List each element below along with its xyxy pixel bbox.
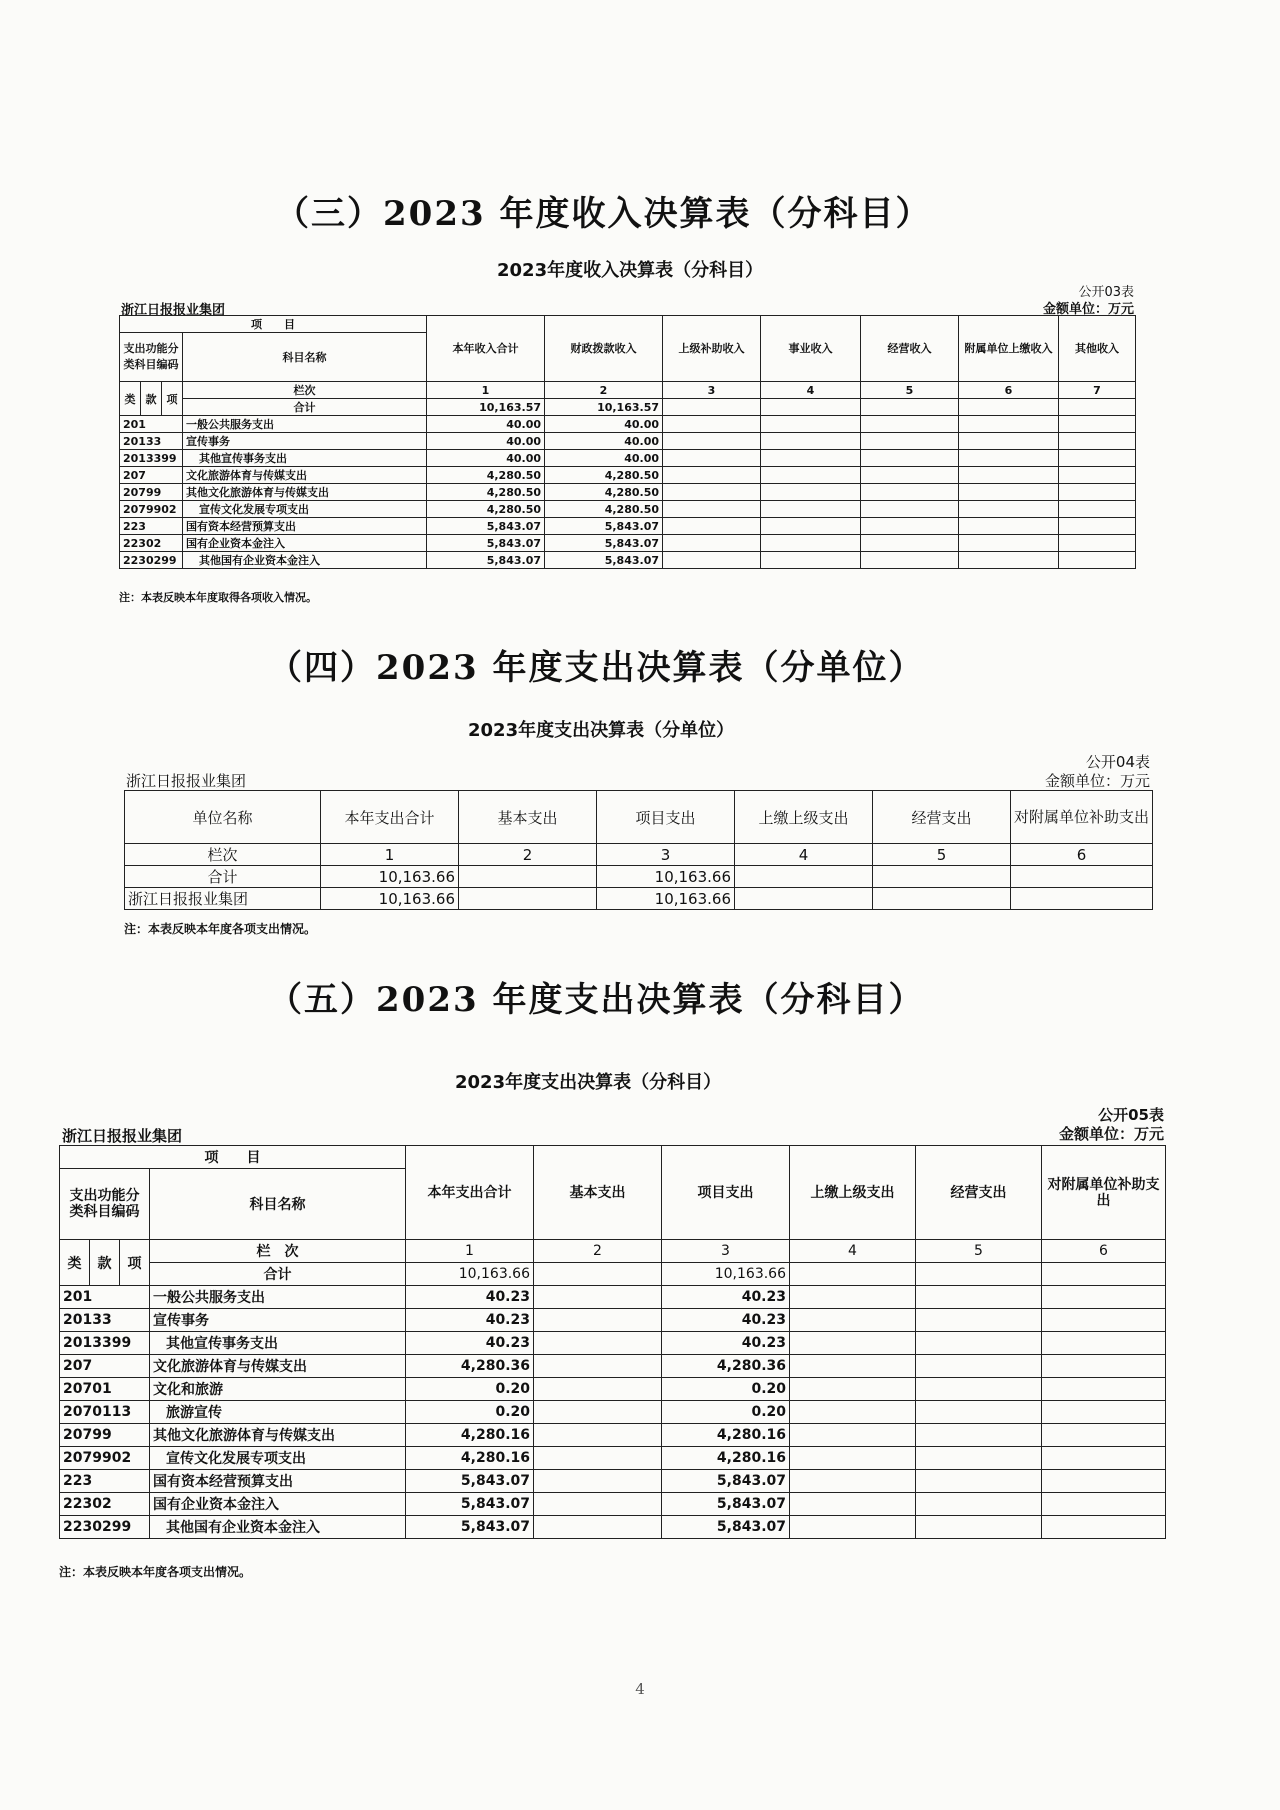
table-row — [120, 484, 1136, 501]
header-lei: 类 — [60, 1240, 90, 1286]
subject-name: 宣传文化发展专项支出 — [150, 1447, 406, 1470]
table-row — [120, 450, 1136, 467]
col-num: 2 — [459, 844, 597, 866]
value-cell: 40.00 — [427, 433, 545, 450]
header-kuan: 款 — [90, 1240, 120, 1286]
section5-heading: （五）2023 年度支出决算表（分科目） — [268, 980, 925, 1020]
value-cell: 4,280.36 — [406, 1355, 534, 1378]
header-col-5: 经营支出 — [916, 1146, 1042, 1240]
subject-name: 宣传事务 — [150, 1309, 406, 1332]
total-label: 合计 — [150, 1263, 406, 1286]
value-cell — [761, 552, 861, 569]
subject-code: 2013399 — [60, 1332, 150, 1355]
table-row — [120, 416, 1136, 433]
value-cell — [916, 1378, 1042, 1401]
header-unit-name: 单位名称 — [125, 791, 321, 844]
total-label: 合计 — [125, 866, 321, 888]
subject-code: 2070113 — [60, 1401, 150, 1424]
table-row — [120, 467, 1136, 484]
section5-note: 注：本表反映本年度各项支出情况。 — [59, 1565, 252, 1579]
col-num: 2 — [545, 382, 663, 399]
unit-row-cell — [873, 888, 1011, 910]
value-cell: 4,280.50 — [545, 484, 663, 501]
value-cell: 40.00 — [545, 433, 663, 450]
value-cell — [534, 1355, 662, 1378]
value-cell — [534, 1447, 662, 1470]
value-cell: 40.00 — [427, 450, 545, 467]
header-code-group: 支出功能分类科目编码 — [60, 1169, 150, 1240]
col-num: 6 — [1011, 844, 1153, 866]
col-num: 3 — [597, 844, 735, 866]
value-cell — [916, 1355, 1042, 1378]
header-xiang: 项 — [162, 382, 183, 416]
total-cell — [861, 399, 959, 416]
header-project: 项 目 — [120, 316, 427, 333]
value-cell — [916, 1424, 1042, 1447]
subject-name: 旅游宣传 — [150, 1401, 406, 1424]
total-cell — [459, 866, 597, 888]
subject-name: 其他国有企业资本金注入 — [150, 1516, 406, 1539]
header-col-3: 项目支出 — [662, 1146, 790, 1240]
header-col-3: 项目支出 — [597, 791, 735, 844]
section4-org: 浙江日报报业集团 — [126, 772, 247, 790]
total-cell: 10,163.66 — [406, 1263, 534, 1286]
col-num: 5 — [916, 1240, 1042, 1263]
value-cell — [534, 1286, 662, 1309]
total-cell — [959, 399, 1059, 416]
section3-heading: （三）2023 年度收入决算表（分科目） — [275, 194, 932, 234]
subject-name: 文化旅游体育与传媒支出 — [183, 467, 427, 484]
expenditure-by-unit-table — [124, 790, 1153, 910]
value-cell — [790, 1424, 916, 1447]
form-code: 公开03表 — [1078, 285, 1134, 300]
value-cell — [790, 1286, 916, 1309]
value-cell — [959, 518, 1059, 535]
value-cell — [959, 450, 1059, 467]
table-row — [60, 1309, 1166, 1332]
subject-code: 2230299 — [120, 552, 183, 569]
unit-row-cell: 10,163.66 — [597, 888, 735, 910]
value-cell — [534, 1378, 662, 1401]
form-code: 公开04表 — [1085, 753, 1150, 771]
value-cell: 4,280.50 — [427, 467, 545, 484]
unit-row-cell — [459, 888, 597, 910]
value-cell — [916, 1447, 1042, 1470]
section3-meta — [980, 284, 1134, 318]
table-row — [120, 552, 1136, 569]
value-cell — [790, 1493, 916, 1516]
subject-name: 国有企业资本金注入 — [150, 1493, 406, 1516]
header-col-1: 本年收入合计 — [427, 316, 545, 382]
subject-code: 223 — [60, 1470, 150, 1493]
subject-code: 20799 — [120, 484, 183, 501]
value-cell: 40.23 — [662, 1309, 790, 1332]
subject-code: 2079902 — [120, 501, 183, 518]
col-num: 6 — [959, 382, 1059, 399]
value-cell — [1042, 1401, 1166, 1424]
form-code: 公开05表 — [1098, 1106, 1164, 1124]
table-row — [60, 1355, 1166, 1378]
total-cell — [735, 866, 873, 888]
subject-name: 文化旅游体育与传媒支出 — [150, 1355, 406, 1378]
value-cell — [663, 484, 761, 501]
value-cell — [1059, 535, 1136, 552]
table-row — [60, 1493, 1166, 1516]
subject-name: 一般公共服务支出 — [183, 416, 427, 433]
subject-code: 207 — [60, 1355, 150, 1378]
table-row — [60, 1447, 1166, 1470]
value-cell: 40.23 — [406, 1332, 534, 1355]
table-row — [60, 1332, 1166, 1355]
subject-name: 其他宣传事务支出 — [150, 1332, 406, 1355]
col-num: 3 — [663, 382, 761, 399]
total-label: 合计 — [183, 399, 427, 416]
total-cell — [916, 1263, 1042, 1286]
table-row — [60, 1470, 1166, 1493]
value-cell: 0.20 — [662, 1401, 790, 1424]
total-cell: 10,163.57 — [427, 399, 545, 416]
header-col-4: 事业收入 — [761, 316, 861, 382]
unit-row-cell — [1011, 888, 1153, 910]
subject-code: 2230299 — [60, 1516, 150, 1539]
value-cell — [761, 484, 861, 501]
value-cell — [1042, 1355, 1166, 1378]
subject-name: 其他文化旅游体育与传媒支出 — [183, 484, 427, 501]
header-col-4: 上缴上级支出 — [735, 791, 873, 844]
value-cell — [1042, 1447, 1166, 1470]
value-cell — [959, 416, 1059, 433]
value-cell — [1042, 1516, 1166, 1539]
total-cell — [663, 399, 761, 416]
total-cell — [873, 866, 1011, 888]
value-cell — [790, 1309, 916, 1332]
subject-code: 2079902 — [60, 1447, 150, 1470]
row-label: 栏 次 — [150, 1240, 406, 1263]
value-cell — [861, 552, 959, 569]
section4-meta — [990, 753, 1150, 791]
value-cell — [1042, 1332, 1166, 1355]
value-cell — [861, 484, 959, 501]
value-cell — [1042, 1286, 1166, 1309]
table-row — [120, 433, 1136, 450]
value-cell: 5,843.07 — [662, 1470, 790, 1493]
row-label: 栏次 — [183, 382, 427, 399]
value-cell — [916, 1470, 1042, 1493]
subject-name: 其他宣传事务支出 — [183, 450, 427, 467]
subject-name: 其他国有企业资本金注入 — [183, 552, 427, 569]
table-row — [120, 501, 1136, 518]
value-cell: 4,280.50 — [427, 484, 545, 501]
value-cell: 4,280.50 — [427, 501, 545, 518]
table-row — [120, 535, 1136, 552]
value-cell — [761, 416, 861, 433]
value-cell — [959, 467, 1059, 484]
col-num: 3 — [662, 1240, 790, 1263]
expenditure-by-subject-table — [59, 1145, 1166, 1539]
value-cell — [1042, 1493, 1166, 1516]
header-col-6: 对附属单位补助支出 — [1011, 791, 1153, 844]
value-cell: 5,843.07 — [545, 535, 663, 552]
value-cell — [1059, 433, 1136, 450]
value-cell: 5,843.07 — [545, 552, 663, 569]
value-cell — [663, 535, 761, 552]
value-cell — [1059, 467, 1136, 484]
header-col-6: 对附属单位补助支出 — [1042, 1146, 1166, 1240]
value-cell: 5,843.07 — [427, 518, 545, 535]
col-num: 2 — [534, 1240, 662, 1263]
value-cell — [861, 416, 959, 433]
value-cell — [1042, 1424, 1166, 1447]
value-cell — [663, 552, 761, 569]
subject-code: 22302 — [60, 1493, 150, 1516]
value-cell — [861, 518, 959, 535]
value-cell — [916, 1286, 1042, 1309]
value-cell — [534, 1516, 662, 1539]
value-cell: 40.00 — [545, 416, 663, 433]
value-cell: 5,843.07 — [662, 1493, 790, 1516]
value-cell — [959, 501, 1059, 518]
table-row — [120, 518, 1136, 535]
value-cell: 4,280.16 — [406, 1424, 534, 1447]
section5-org: 浙江日报报业集团 — [62, 1127, 183, 1145]
subject-code: 20799 — [60, 1424, 150, 1447]
unit-label: 金额单位：万元 — [1042, 302, 1134, 317]
value-cell: 5,843.07 — [427, 535, 545, 552]
header-col-6: 附属单位上缴收入 — [959, 316, 1059, 382]
value-cell — [1059, 518, 1136, 535]
value-cell — [916, 1332, 1042, 1355]
table-row — [60, 1378, 1166, 1401]
value-cell: 0.20 — [662, 1378, 790, 1401]
value-cell: 4,280.50 — [545, 501, 663, 518]
value-cell — [790, 1516, 916, 1539]
value-cell — [1059, 416, 1136, 433]
col-num: 5 — [861, 382, 959, 399]
value-cell — [959, 535, 1059, 552]
header-col-1: 本年支出合计 — [406, 1146, 534, 1240]
income-by-subject-table — [119, 315, 1136, 569]
col-num: 1 — [427, 382, 545, 399]
header-col-5: 经营支出 — [873, 791, 1011, 844]
section5-table-title: 2023年度支出决算表（分科目） — [455, 1072, 722, 1093]
value-cell — [1042, 1470, 1166, 1493]
value-cell — [790, 1332, 916, 1355]
value-cell: 40.23 — [662, 1332, 790, 1355]
value-cell — [790, 1470, 916, 1493]
header-code-group: 支出功能分类科目编码 — [120, 333, 183, 382]
header-col-7: 其他收入 — [1059, 316, 1136, 382]
total-cell: 10,163.66 — [321, 866, 459, 888]
value-cell — [916, 1401, 1042, 1424]
section4-note: 注：本表反映本年度各项支出情况。 — [124, 922, 317, 936]
value-cell: 5,843.07 — [662, 1516, 790, 1539]
col-num: 7 — [1059, 382, 1136, 399]
value-cell — [534, 1424, 662, 1447]
value-cell: 4,280.50 — [545, 467, 663, 484]
unit-label: 金额单位：万元 — [1044, 772, 1150, 790]
value-cell — [534, 1493, 662, 1516]
total-cell — [1011, 866, 1153, 888]
value-cell — [534, 1332, 662, 1355]
value-cell: 4,280.16 — [662, 1424, 790, 1447]
total-cell — [1059, 399, 1136, 416]
col-num: 4 — [761, 382, 861, 399]
section3-table-title: 2023年度收入决算表（分科目） — [497, 260, 764, 281]
value-cell — [534, 1470, 662, 1493]
header-xiang: 项 — [120, 1240, 150, 1286]
value-cell — [761, 450, 861, 467]
section5-meta — [1000, 1106, 1164, 1144]
subject-name: 国有企业资本金注入 — [183, 535, 427, 552]
subject-name: 宣传事务 — [183, 433, 427, 450]
value-cell: 5,843.07 — [406, 1493, 534, 1516]
header-col-2: 财政拨款收入 — [545, 316, 663, 382]
value-cell — [663, 433, 761, 450]
value-cell: 5,843.07 — [406, 1516, 534, 1539]
value-cell — [790, 1447, 916, 1470]
value-cell — [916, 1309, 1042, 1332]
value-cell — [959, 552, 1059, 569]
value-cell — [959, 484, 1059, 501]
subject-code: 22302 — [120, 535, 183, 552]
total-cell — [534, 1263, 662, 1286]
value-cell — [790, 1355, 916, 1378]
subject-code: 223 — [120, 518, 183, 535]
col-num: 4 — [735, 844, 873, 866]
value-cell — [790, 1401, 916, 1424]
section3-org: 浙江日报报业集团 — [121, 303, 226, 318]
subject-code: 20133 — [60, 1309, 150, 1332]
value-cell: 40.23 — [662, 1286, 790, 1309]
value-cell: 5,843.07 — [427, 552, 545, 569]
total-cell: 10,163.66 — [597, 866, 735, 888]
unit-row-cell — [735, 888, 873, 910]
value-cell: 40.23 — [406, 1309, 534, 1332]
subject-code: 2013399 — [120, 450, 183, 467]
value-cell — [861, 467, 959, 484]
value-cell — [534, 1309, 662, 1332]
value-cell: 0.20 — [406, 1401, 534, 1424]
unit-label: 金额单位：万元 — [1058, 1125, 1164, 1143]
value-cell — [790, 1378, 916, 1401]
page-number: 4 — [635, 1680, 645, 1698]
col-num: 6 — [1042, 1240, 1166, 1263]
value-cell — [861, 501, 959, 518]
value-cell — [534, 1401, 662, 1424]
header-col-3: 上级补助收入 — [663, 316, 761, 382]
value-cell — [1042, 1378, 1166, 1401]
subject-code: 20701 — [60, 1378, 150, 1401]
subject-code: 201 — [60, 1286, 150, 1309]
value-cell — [1059, 484, 1136, 501]
subject-name: 一般公共服务支出 — [150, 1286, 406, 1309]
value-cell — [861, 450, 959, 467]
value-cell — [1059, 501, 1136, 518]
value-cell — [1059, 552, 1136, 569]
value-cell: 5,843.07 — [406, 1470, 534, 1493]
value-cell — [761, 535, 861, 552]
header-col-2: 基本支出 — [534, 1146, 662, 1240]
value-cell: 0.20 — [406, 1378, 534, 1401]
section3-note: 注：本表反映本年度取得各项收入情况。 — [119, 591, 317, 604]
subject-name: 其他文化旅游体育与传媒支出 — [150, 1424, 406, 1447]
value-cell — [959, 433, 1059, 450]
subject-name: 文化和旅游 — [150, 1378, 406, 1401]
subject-code: 20133 — [120, 433, 183, 450]
value-cell — [916, 1516, 1042, 1539]
value-cell: 4,280.36 — [662, 1355, 790, 1378]
value-cell: 4,280.16 — [406, 1447, 534, 1470]
table-row — [60, 1401, 1166, 1424]
col-num: 5 — [873, 844, 1011, 866]
value-cell: 4,280.16 — [662, 1447, 790, 1470]
value-cell — [861, 433, 959, 450]
header-project: 项 目 — [60, 1146, 406, 1169]
header-subject-name: 科目名称 — [150, 1169, 406, 1240]
value-cell — [663, 467, 761, 484]
section4-heading: （四）2023 年度支出决算表（分单位） — [268, 648, 925, 688]
unit-row-cell: 10,163.66 — [321, 888, 459, 910]
header-subject-name: 科目名称 — [183, 333, 427, 382]
value-cell — [663, 450, 761, 467]
value-cell — [1042, 1309, 1166, 1332]
value-cell — [663, 501, 761, 518]
value-cell: 40.23 — [406, 1286, 534, 1309]
value-cell — [916, 1493, 1042, 1516]
subject-code: 201 — [120, 416, 183, 433]
subject-name: 国有资本经营预算支出 — [150, 1470, 406, 1493]
value-cell: 40.00 — [545, 450, 663, 467]
subject-code: 207 — [120, 467, 183, 484]
value-cell: 5,843.07 — [545, 518, 663, 535]
col-num: 4 — [790, 1240, 916, 1263]
value-cell — [663, 518, 761, 535]
section4-table-title: 2023年度支出决算表（分单位） — [468, 720, 735, 741]
value-cell — [761, 433, 861, 450]
value-cell — [761, 518, 861, 535]
value-cell — [761, 501, 861, 518]
value-cell — [663, 416, 761, 433]
value-cell: 40.00 — [427, 416, 545, 433]
header-col-1: 本年支出合计 — [321, 791, 459, 844]
header-col-5: 经营收入 — [861, 316, 959, 382]
total-cell: 10,163.66 — [662, 1263, 790, 1286]
table-row — [60, 1516, 1166, 1539]
header-lei: 类 — [120, 382, 141, 416]
total-cell — [790, 1263, 916, 1286]
subject-name: 宣传文化发展专项支出 — [183, 501, 427, 518]
unit-row-name: 浙江日报报业集团 — [125, 888, 321, 910]
table-row — [60, 1424, 1166, 1447]
value-cell — [861, 535, 959, 552]
value-cell — [761, 467, 861, 484]
total-cell — [761, 399, 861, 416]
total-cell: 10,163.57 — [545, 399, 663, 416]
subject-name: 国有资本经营预算支出 — [183, 518, 427, 535]
table-row — [60, 1286, 1166, 1309]
col-num: 1 — [406, 1240, 534, 1263]
value-cell — [1059, 450, 1136, 467]
total-cell — [1042, 1263, 1166, 1286]
header-col-2: 基本支出 — [459, 791, 597, 844]
header-col-4: 上缴上级支出 — [790, 1146, 916, 1240]
row-label: 栏次 — [125, 844, 321, 866]
col-num: 1 — [321, 844, 459, 866]
header-kuan: 款 — [141, 382, 162, 416]
